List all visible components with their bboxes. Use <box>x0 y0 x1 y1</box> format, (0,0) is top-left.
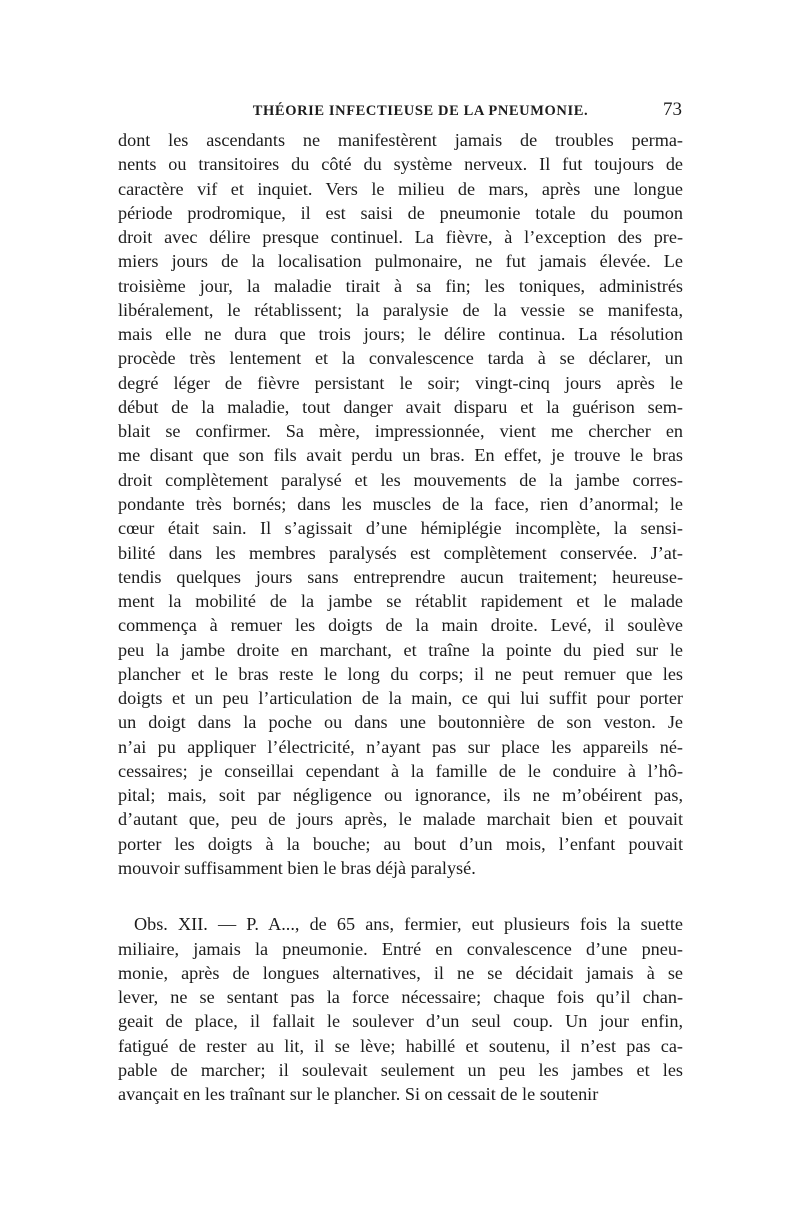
page-body <box>118 128 683 1106</box>
text-line: période prodromique, il est saisi de pneumonie totale du poumon <box>118 202 683 223</box>
text-line: me disant que son fils avait perdu un bras. En effet, je trouve le bras <box>118 445 683 466</box>
text-line: pondante très bornés; dans les muscles de la face, rien d’anormal; le <box>118 493 683 514</box>
text-line: n’ai pu appliquer l’électricité, n’ayant pas sur place les appareils né- <box>118 736 683 757</box>
text-line: cœur était sain. Il s’agissait d’une hémiplégie incomplète, la sensi- <box>118 518 683 539</box>
text-line: Obs. XII. — P. A..., de 65 ans, fermier, eut plusieurs fois la suette <box>134 914 683 935</box>
paragraph-case-continuation <box>118 128 683 880</box>
text-line: bilité dans les membres paralysés est complètement conservée. J’at- <box>118 542 683 563</box>
text-line: miers jours de la localisation pulmonaire, ne fut jamais élevée. Le <box>118 251 683 272</box>
text-line: mais elle ne dura que trois jours; le délire continua. La résolution <box>118 324 683 345</box>
text-line: troisième jour, la maladie tirait à sa fin; les toniques, administrés <box>118 275 683 296</box>
text-line: plancher et le bras reste le long du corps; il ne peut remuer que les <box>118 663 683 684</box>
text-line: avançait en les traînant sur le plancher. Si on cessait de le soutenir <box>118 1084 599 1105</box>
text-line: ment la mobilité de la jambe se rétablit rapidement et le malade <box>118 591 683 612</box>
paragraph-gap <box>118 880 683 912</box>
text-line: tendis quelques jours sans entreprendre aucun traitement; heureuse- <box>118 566 683 587</box>
text-line: blait se confirmer. Sa mère, impressionnée, vient me chercher en <box>118 421 683 442</box>
text-line: miliaire, jamais la pneumonie. Entré en convalescence d’une pneu- <box>118 938 683 959</box>
text-line: fatigué de rester au lit, il se lève; habillé et soutenu, il n’est pas ca- <box>118 1035 683 1056</box>
text-line: commença à remuer les doigts de la main droite. Levé, il soulève <box>118 615 683 636</box>
running-title: THÉORIE INFECTIEUSE DE LA PNEUMONIE. <box>252 103 589 119</box>
text-line: monie, après de longues alternatives, il ne se décidait jamais à se <box>118 962 683 983</box>
text-line: mouvoir suffisamment bien le bras déjà paralysé. <box>118 857 476 878</box>
text-line: début de la maladie, tout danger avait disparu et la guérison sem- <box>118 396 683 417</box>
text-line: porter les doigts à la bouche; au bout d’un mois, l’enfant pouvait <box>118 833 683 854</box>
text-line: cessaires; je conseillai cependant à la famille de le conduire à l’hô- <box>118 760 683 781</box>
text-line: geait de place, il fallait le soulever d’un seul coup. Un jour enfin, <box>118 1011 683 1032</box>
text-line: dont les ascendants ne manifestèrent jamais de troubles perma- <box>118 130 683 150</box>
text-line: caractère vif et inquiet. Vers le milieu de mars, après une longue <box>118 178 683 199</box>
text-line: procède très lentement et la convalescence tarda à se déclarer, un <box>118 348 683 369</box>
text-line: pable de marcher; il soulevait seulement un peu les jambes et les <box>118 1059 683 1080</box>
text-line: pital; mais, soit par négligence ou ignorance, ils ne m’obéirent pas, <box>118 785 683 806</box>
text-line: droit avec délire presque continuel. La fièvre, à l’exception des pre- <box>118 227 683 248</box>
text-line: degré léger de fièvre persistant le soir; vingt-cinq jours après le <box>118 372 683 393</box>
page-number: 73 <box>663 99 682 120</box>
paragraph-observation-xii <box>118 912 683 1106</box>
text-line: doigts et un peu l’articulation de la main, ce qui lui suffit pour porter <box>118 688 683 709</box>
text-line: droit complètement paralysé et les mouvements de la jambe corres- <box>118 469 683 490</box>
text-line: lever, ne se sentant pas la force nécessaire; chaque fois qu’il chan- <box>118 987 683 1008</box>
page-header <box>118 99 682 125</box>
text-line: nents ou transitoires du côté du système nerveux. Il fut toujours de <box>118 154 683 175</box>
text-line: peu la jambe droite en marchant, et traîne la pointe du pied sur le <box>118 639 683 660</box>
text-line: d’autant que, peu de jours après, le malade marchait bien et pouvait <box>118 809 683 830</box>
text-line: libéralement, le rétablissent; la paralysie de la vessie se manifesta, <box>118 299 683 320</box>
text-line: un doigt dans la poche ou dans une boutonnière de son veston. Je <box>118 712 683 733</box>
